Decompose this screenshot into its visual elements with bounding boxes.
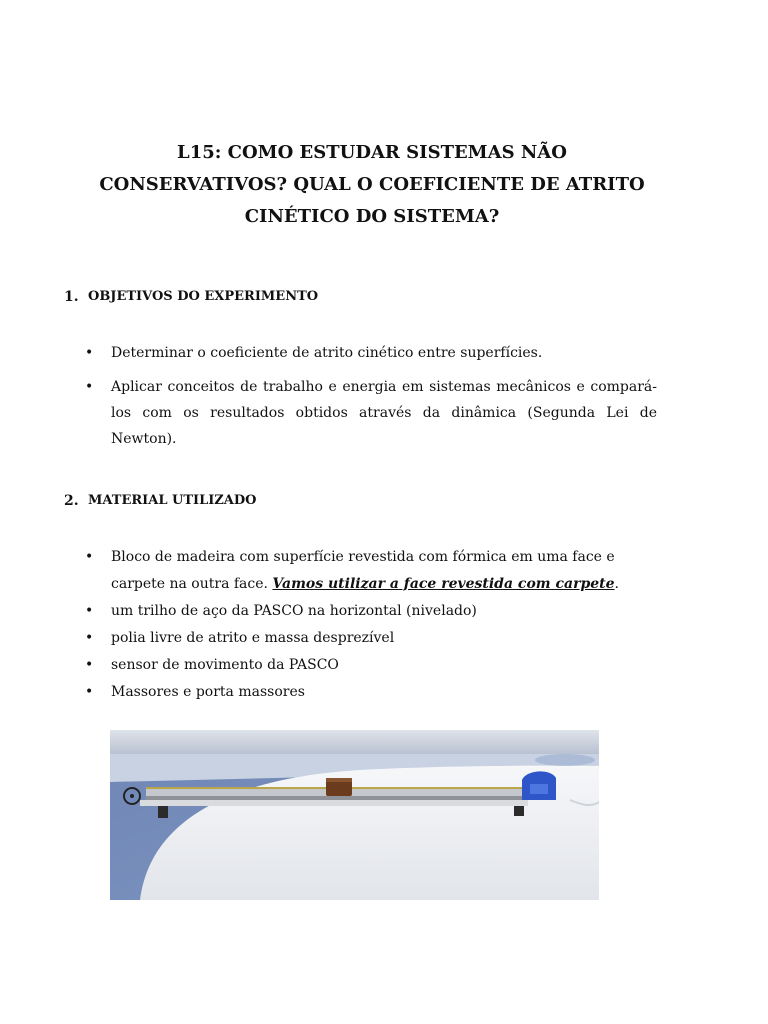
objectives-list <box>85 340 657 460</box>
section-number: 1. <box>64 289 79 305</box>
section-heading-materials <box>64 493 256 509</box>
track-setup-image <box>110 730 599 900</box>
list-item: • um trilho de aço da PASCO na horizontal (nivelado) <box>85 598 657 625</box>
list-item <box>85 544 657 597</box>
emphasis-text: Vamos utilizar a face revestida com carpete <box>272 575 615 592</box>
item-end: . <box>614 575 619 592</box>
materials-list <box>85 544 657 706</box>
item-text: Bloco de madeira com superfície revestida com fórmica em uma face e carpete na outra face. <box>111 549 615 592</box>
document-title <box>60 137 684 233</box>
section-title: MATERIAL UTILIZADO <box>88 493 257 508</box>
experiment-photo <box>110 730 599 900</box>
list-item: • Aplicar conceitos de trabalho e energia em sistemas mecânicos e compará-los com os resultados obtidos através da dinâmica (Segunda Lei de Newton). <box>85 374 657 452</box>
title-line-2: CONSERVATIVOS? QUAL O COEFICIENTE DE ATRITO <box>99 174 645 195</box>
section-title: OBJETIVOS DO EXPERIMENTO <box>88 289 319 304</box>
title-line-1: L15: COMO ESTUDAR SISTEMAS NÃO <box>177 142 567 163</box>
list-item: • sensor de movimento da PASCO <box>85 652 657 679</box>
section-heading-objectives <box>64 289 318 305</box>
list-item: • Massores e porta massores <box>85 679 657 706</box>
section-number: 2. <box>64 493 79 509</box>
title-line-3: CINÉTICO DO SISTEMA? <box>244 206 500 227</box>
list-item: • polia livre de atrito e massa desprezível <box>85 625 657 652</box>
list-item: • Determinar o coeficiente de atrito cinético entre superfícies. <box>85 340 657 366</box>
